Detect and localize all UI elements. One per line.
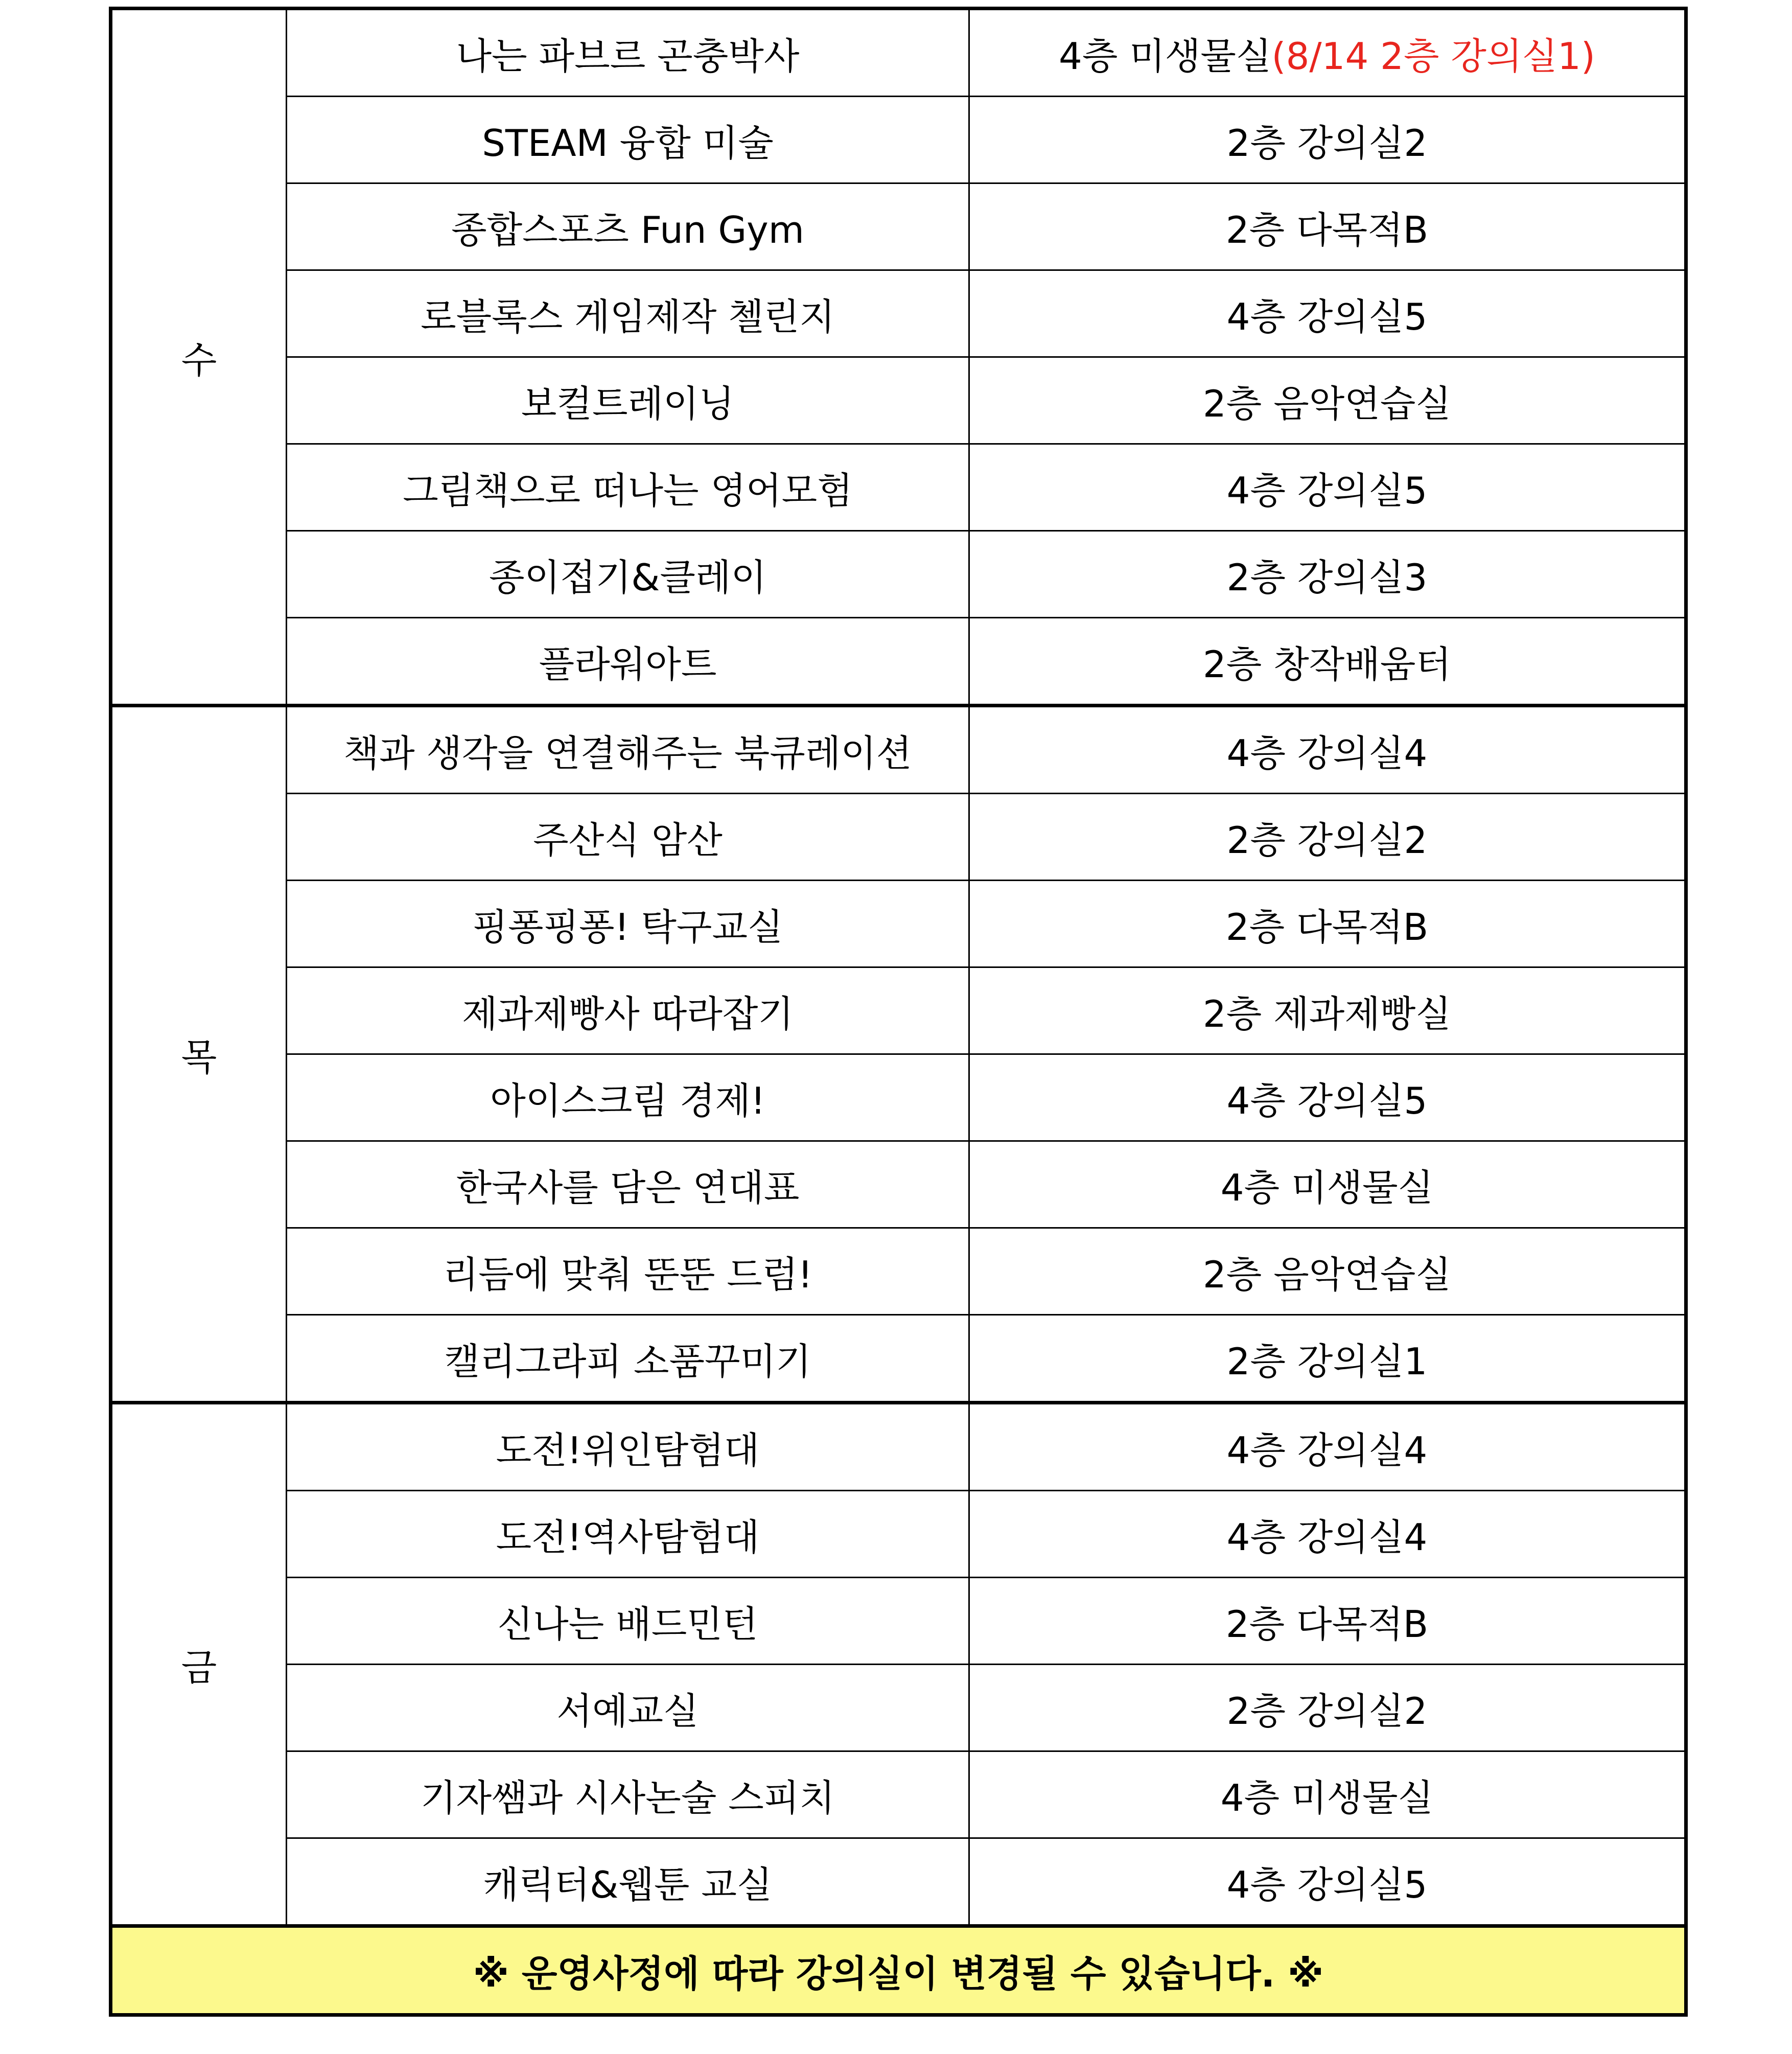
room-location: 2층 다목적B	[969, 1578, 1686, 1665]
room-location: 4층 강의실5	[969, 270, 1686, 357]
room-location	[969, 9, 1686, 97]
day-label: 수	[111, 9, 287, 706]
day-group-wednesday	[111, 9, 1686, 706]
room-location: 2층 강의실3	[969, 531, 1686, 618]
program-name: 주산식 암산	[287, 794, 969, 881]
table-row	[111, 531, 1686, 618]
program-name: 종합스포츠 Fun Gym	[287, 183, 969, 270]
table-row	[111, 1315, 1686, 1403]
day-label: 금	[111, 1403, 287, 1926]
table-row	[111, 967, 1686, 1054]
program-name: 캘리그라피 소품꾸미기	[287, 1315, 969, 1403]
program-name: 핑퐁핑퐁! 탁구교실	[287, 881, 969, 967]
program-name: 플라워아트	[287, 618, 969, 706]
program-name: 리듬에 맞춰 뚠뚠 드럼!	[287, 1228, 969, 1315]
table-row	[111, 1141, 1686, 1228]
program-name: 나는 파브르 곤충박사	[287, 9, 969, 97]
room-location: 4층 강의실4	[969, 706, 1686, 794]
table-row	[111, 1491, 1686, 1578]
table-row	[111, 270, 1686, 357]
program-name: 도전!역사탐험대	[287, 1491, 969, 1578]
table-row	[111, 97, 1686, 183]
program-name: 신나는 배드민턴	[287, 1578, 969, 1665]
table-row	[111, 1838, 1686, 1926]
program-name: 한국사를 담은 연대표	[287, 1141, 969, 1228]
program-name: 그림책으로 떠나는 영어모험	[287, 444, 969, 531]
room-location: 2층 강의실2	[969, 1665, 1686, 1751]
room-location: 2층 다목적B	[969, 183, 1686, 270]
program-name: 책과 생각을 연결해주는 북큐레이션	[287, 706, 969, 794]
room-location: 2층 음악연습실	[969, 1228, 1686, 1315]
room-location: 2층 음악연습실	[969, 357, 1686, 444]
table-row	[111, 706, 1686, 794]
room-location: 2층 창작배움터	[969, 618, 1686, 706]
table-row	[111, 444, 1686, 531]
program-name: 제과제빵사 따라잡기	[287, 967, 969, 1054]
program-name: 보컬트레이닝	[287, 357, 969, 444]
table-row	[111, 1054, 1686, 1141]
program-name: 도전!위인탐험대	[287, 1403, 969, 1491]
program-name: STEAM 융합 미술	[287, 97, 969, 183]
table-row	[111, 881, 1686, 967]
program-name: 서예교실	[287, 1665, 969, 1751]
table-row	[111, 1665, 1686, 1751]
program-name: 캐릭터&웹툰 교실	[287, 1838, 969, 1926]
room-location: 4층 미생물실	[969, 1751, 1686, 1838]
room-location: 4층 강의실5	[969, 1838, 1686, 1926]
day-group-thursday	[111, 706, 1686, 1403]
table-row	[111, 1403, 1686, 1491]
room-location: 4층 미생물실	[969, 1141, 1686, 1228]
room-location: 4층 강의실5	[969, 444, 1686, 531]
table-row	[111, 1228, 1686, 1315]
room-location: 2층 강의실2	[969, 794, 1686, 881]
program-name: 종이접기&클레이	[287, 531, 969, 618]
table-row	[111, 183, 1686, 270]
room-location: 4층 강의실4	[969, 1491, 1686, 1578]
table-row	[111, 1751, 1686, 1838]
room-text: 4층 미생물실	[1059, 34, 1272, 78]
table-row	[111, 1578, 1686, 1665]
day-label: 목	[111, 706, 287, 1403]
program-name: 아이스크림 경제!	[287, 1054, 969, 1141]
table-row	[111, 9, 1686, 97]
room-location: 2층 제과제빵실	[969, 967, 1686, 1054]
schedule-table	[109, 7, 1688, 2017]
notice-row	[111, 1926, 1686, 2015]
room-location: 2층 강의실2	[969, 97, 1686, 183]
notice-section	[111, 1926, 1686, 2015]
room-location: 2층 강의실1	[969, 1315, 1686, 1403]
program-name: 기자쌤과 시사논술 스피치	[287, 1751, 969, 1838]
day-group-friday	[111, 1403, 1686, 1926]
room-change-note: (8/14 2층 강의실1)	[1271, 34, 1595, 78]
program-name: 로블록스 게임제작 첼린지	[287, 270, 969, 357]
room-location: 4층 강의실5	[969, 1054, 1686, 1141]
room-location: 4층 강의실4	[969, 1403, 1686, 1491]
table-row	[111, 794, 1686, 881]
table-row	[111, 357, 1686, 444]
table-row	[111, 618, 1686, 706]
notice-text: ※ 운영사정에 따라 강의실이 변경될 수 있습니다. ※	[111, 1926, 1686, 2015]
room-location: 2층 다목적B	[969, 881, 1686, 967]
